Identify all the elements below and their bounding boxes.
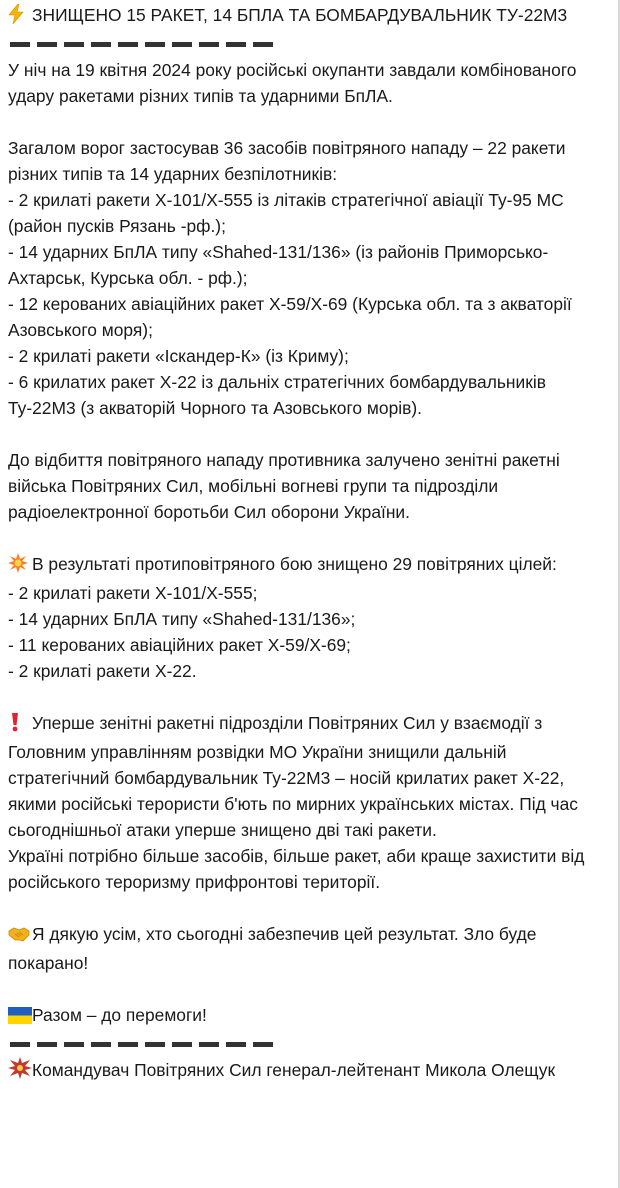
collision-icon xyxy=(8,553,32,580)
slogan-paragraph: Разом – до перемоги! xyxy=(8,1002,612,1031)
needs-paragraph: Україні потрібно більше засобів, більше ракет, аби краще захистити від російського тероризму прифронтові території. xyxy=(8,846,585,892)
list-item: - 14 ударних БпЛА типу «Shahed-131/136»; xyxy=(8,609,356,629)
exclamation-icon xyxy=(8,712,32,739)
headline: ЗНИЩЕНО 15 РАКЕТ, 14 БПЛА ТА БОМБАРДУВАЛЬНИК ТУ-22М3 xyxy=(8,2,612,31)
result-paragraph: В результаті протиповітряного бою знищено 29 повітряних цілей: xyxy=(8,551,612,580)
list-item: - 6 крилатих ракет Х-22 із дальніх стратегічних бомбардувальників Ту-22М3 (з акваторій Чорного та Азовського морів). xyxy=(8,372,546,418)
telegram-post xyxy=(8,2,612,1086)
summary-paragraph: Загалом ворог застосував 36 засобів повітряного нападу – 22 ракети різних типів та 14 ударних безпілотників: xyxy=(8,138,566,184)
separator-dashes xyxy=(8,31,612,57)
list-item: - 12 керованих авіаційних ракет Х-59/Х-69 (Курська обл. та з акваторії Азовського моря); xyxy=(8,294,572,340)
signature-paragraph: Командувач Повітряних Сил генерал-лейтенант Микола Олещук xyxy=(8,1057,612,1086)
list-item: - 2 крилаті ракети «Іскандер-К» (із Криму); xyxy=(8,346,349,366)
defense-paragraph: До відбиття повітряного нападу противника залучено зенітні ракетні війська Повітряних Сил, мобільні вогневі групи та підрозділи радіоелектронної боротьби Сил оборони України. xyxy=(8,450,560,522)
intro-paragraph: У ніч на 19 квітня 2024 року російські окупанти завдали комбінованого удару ракетами різних типів та ударними БпЛА. xyxy=(8,60,577,106)
separator-dashes xyxy=(8,1031,612,1057)
list-item: - 2 крилаті ракети Х-22. xyxy=(8,661,197,681)
list-item: - 2 крилаті ракети Х-101/Х-555 із літаків стратегічної авіації Ту-95 МС (район пусків Рязань -рф.); xyxy=(8,190,564,236)
thanks-paragraph: Я дякую усім, хто сьогодні забезпечив цей результат. Зло буде покарано! xyxy=(8,924,537,973)
list-item: - 2 крилаті ракети Х-101/Х-555; xyxy=(8,583,258,603)
lightning-icon xyxy=(8,4,32,31)
list-item: - 14 ударних БпЛА типу «Shahed-131/136» (із районів Приморсько-Ахтарськ, Курська обл. - рф.); xyxy=(8,242,549,288)
handshake-icon xyxy=(8,924,32,950)
air-force-emblem-icon xyxy=(8,1057,32,1086)
bomber-paragraph: Уперше зенітні ракетні підрозділи Повітряних Сил у взаємодії з Головним управлінням розвідки МО України знищили дальній стратегічний бомбардувальник Ту-22М3 – носій крилатих ракет Х-22, якими російські терористи б'ють по мирних українських містах. Під час сьогоднішньої атаки уперше знищено дві такі ракети. xyxy=(8,713,578,840)
list-item: - 11 керованих авіаційних ракет Х-59/Х-69; xyxy=(8,635,351,655)
ukraine-flag-icon xyxy=(8,1005,32,1031)
